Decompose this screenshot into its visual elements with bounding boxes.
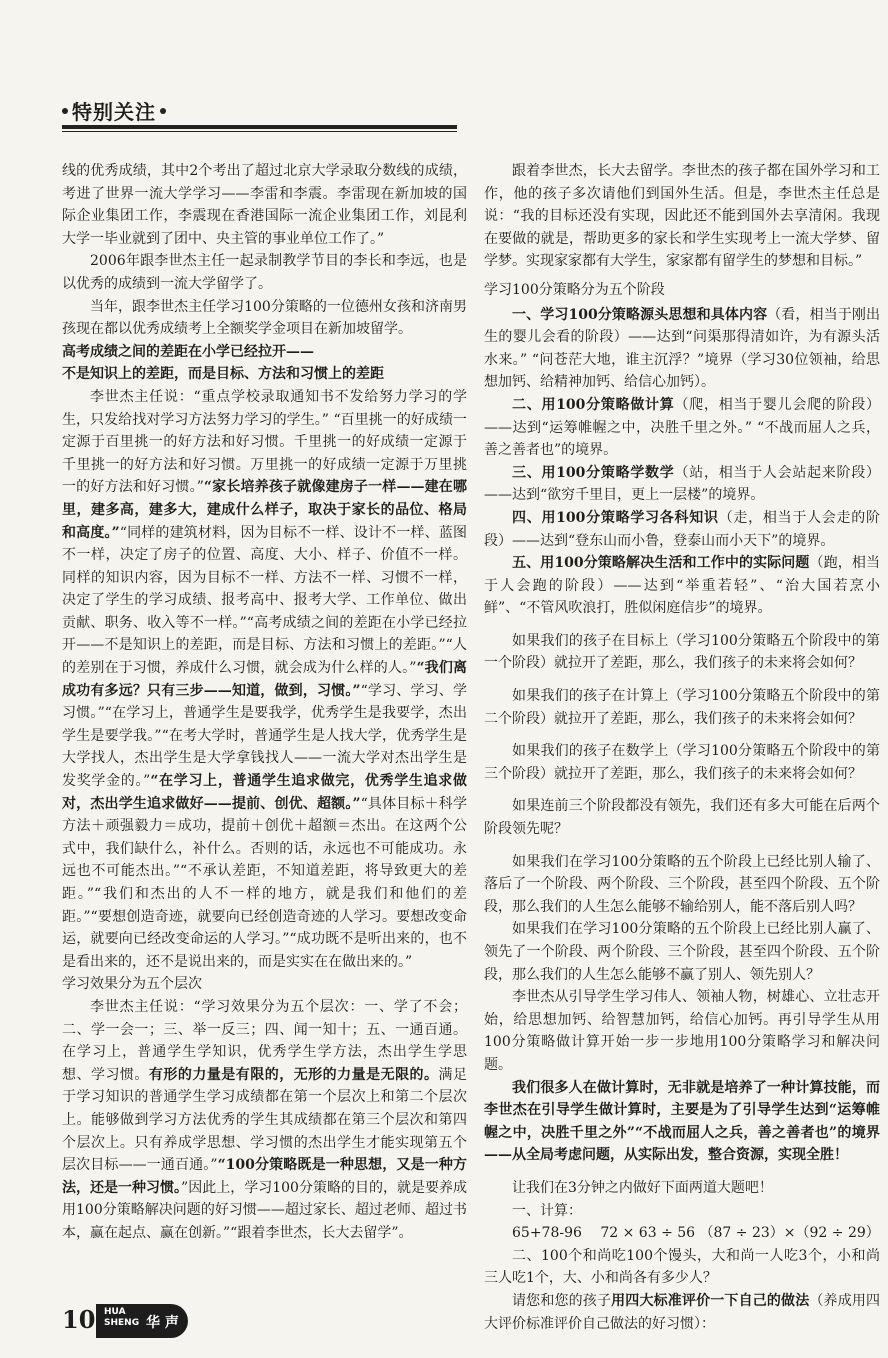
paragraph: 如果我们的孩子在数学上（学习100分策略五个阶段中的第三个阶段）就拉开了差距，那么，我们孩子的未来将会如何？ (484, 743, 880, 782)
text-run: 请您和您的孩子 (512, 1292, 612, 1309)
paragraph: 如果我们的孩子在计算上（学习100分策略五个阶段中的第二个阶段）就拉开了差距，那么，我们孩子的未来将会如何？ (484, 688, 880, 727)
paragraph (484, 394, 880, 462)
paragraph (62, 386, 467, 973)
text-run: “具体目标＋科学方法＋顽强毅力＝成功，提前＋创优＋超额＝杰出。在这两个公式中，我们缺什么，补什么。否则的话，永远也不可能成功。永远也不可能杰出。”“不承认差距，不知道差距，将导致更大的差距。”“我们和杰出的人不一样的地方，就是我们和他们的差距。”“要想创造奇迹，就要向已经创造奇迹的人学习。要想改变命运，就要向已经改变命运的人学习。”“成功既不是听出来的，也不是看出来的，还不是说出来的，而是实实在在做出来的。” (62, 795, 467, 970)
text-run: （看，相当于刚出生的婴儿会看的阶段）——达到“问渠那得清如许，为有源头活水来。” “问苍茫大地，谁主沉浮？”境界（学习30位领袖，给思想加钙、给精神加钙、给信心加钙）。 (484, 306, 880, 391)
paragraph: 李世杰从引导学生学习伟人、领袖人物，树雄心、立壮志开始，给思想加钙、给智慧加钙，给信心加钙。再引导学生从用100分策略做计算开始一步一步地用100分策略学习和解决问题。 (484, 989, 880, 1073)
text-run: 李世杰主任说：“学习效果分为五个层次：一、学了不会；二、学一会一；三、举一反三；四、闻一知十；五、一通百通。在学习上，普通学生学知识，优秀学生学方法，杰出学生学思想、学习惯。 (62, 998, 467, 1083)
page-number: 10 (62, 1305, 96, 1334)
text-run: “学习、学习、学习惯。”“在学习上，普通学生是要我学，优秀学生是我要学，杰出学生是要学我。”“在考大学时，普通学生是人找大学，优秀学生是大学找人，杰出学生是大学拿钱找人——一流大学对杰出学生是发奖学金的。” (62, 682, 467, 790)
subheading: 学习100分策略分为五个阶段 (484, 281, 665, 298)
bold-paragraph: 我们很多人在做计算时，无非就是培养了一种计算技能，而李世杰在引导学生做计算时，主要是为了引导学生达到“运筹帷幄之中，决胜千里之外”“不战而屈人之兵，善之善者也”的境界——从全局考虑问题，从实际出发，整合资源，实现全胜！ (484, 1079, 880, 1164)
paragraph: 跟着李世杰，长大去留学。李世杰的孩子都在国外学习和工作，他的孩子多次请他们到国外生活。但是，李世杰主任总是说：“我的目标还没有实现，因此还不能到国外去享清闲。我现在要做的就是，帮助更多的家长和学生实现考上一流大学梦、留学梦。实现家家都有大学生，家家都有留学生的梦想和目标。” (484, 163, 880, 270)
bold-text: 五、用100分策略解决生活和工作中的实际问题 (512, 555, 810, 572)
bullet-dot-icon (62, 108, 68, 114)
paragraph: 一、计算： (512, 1202, 582, 1219)
paragraph: 二、100个和尚吃100个馒头，大和尚一人吃3个，小和尚三人吃1个，大、小和尚各有多少人？ (484, 1247, 880, 1287)
paragraph (484, 304, 880, 394)
logo-latin-2: SHENG (104, 1318, 140, 1328)
text-run: （养成用四大评价标准评价自己做法的好习惯）： (484, 1292, 881, 1332)
magazine-logo (96, 1304, 188, 1338)
section-title-text: 特别关注 (72, 100, 156, 124)
paragraph: 如果我们在学习100分策略的五个阶段上已经比别人赢了、领先了一个阶段、两个阶段、三个阶段，甚至四个阶段、五个阶段，那么我们的人生怎么能够不赢了别人、领先别人？ (484, 921, 880, 983)
logo-latin (104, 1307, 144, 1329)
left-column (62, 160, 467, 1245)
paragraph: 线的优秀成绩，其中2个考出了超过北京大学录取分数线的成绩，考进了世界一流大学学习——李雷和李震。李雷现在新加坡的国际企业集团工作，李震现在香港国际一流企业集团工作，刘昆利大学一毕业就到了团中、央主管的事业单位工作了。” (62, 163, 467, 247)
bullet-dot-icon (160, 108, 166, 114)
bold-text: “家长培养孩子就像建房子一样——建在哪里，建多高，建多大，建成什么样子，取决于家长的品位、格局和高度。” (62, 479, 467, 541)
bold-text: 二、用100分策略做计算 (512, 396, 675, 413)
paragraph: 2006年跟李世杰主任一起录制教学节目的李长和李远，也是以优秀的成绩到一流大学留学了。 (62, 253, 467, 292)
bold-text: “100分策略既是一种思想，又是一种方法，还是一种习惯。 (62, 1157, 467, 1196)
bold-text: 一、学习100分策略源头思想和具体内容 (512, 306, 768, 323)
text-run: 李世杰主任说：“重点学校录取通知书不发给努力学习的学生，只发给找对学习方法努力学习的学生。” “百里挑一的好成绩一定源于百里挑一的好方法和好习惯。千里挑一的好成绩一定源于千里挑一的好方法和好习惯。万里挑一的好成绩一定源于万里挑一的好方法和好习惯。” (62, 388, 467, 496)
text-run: “同样的建筑材料，因为目标不一样、设计不一样、蓝图不一样，决定了房子的位置、高度、大小、样子、价值不一样。同样的知识内容，因为目标不一样、方法不一样、习惯不一样，决定了学生的学习成绩、报考高中、报考大学、工作单位、做出贡献、职务、收入等不一样。”“高考成绩之间的差距在小学已经拉开——不是知识上的差距，而是目标、方法和习惯上的差距。”“人的差别在于习惯，养成什么习惯，就会成为什么样的人。” (62, 524, 468, 677)
bold-text: “我们离成功有多远？只有三步——知道，做到，习惯。” (62, 660, 468, 699)
right-column (484, 160, 880, 1335)
logo-cn: 华 声 (146, 1315, 179, 1331)
subheading: 不是知识上的差距，而是目标、方法和习惯上的差距 (62, 366, 384, 383)
logo-latin-1: HUA (104, 1307, 126, 1317)
section-header (62, 96, 457, 130)
text-run: （站，相当于人会站起来阶段）——达到“欲穷千里目，更上一层楼”的境界。 (484, 464, 880, 504)
subheading: 学习效果分为五个层次 (62, 976, 202, 993)
paragraph: 当年，跟李世杰主任学习100分策略的一位德州女孩和济南男孩现在都以优秀成绩考上全额奖学金项目在新加坡留学。 (62, 298, 467, 338)
paragraph: 如果我们在学习100分策略的五个阶段上已经比别人输了、落后了一个阶段、两个阶段、三个阶段，甚至四个阶段、五个阶段，那么我们的人生怎么能够不输给别人，能不落后别人吗？ (484, 853, 880, 915)
paragraph (62, 996, 467, 1245)
paragraph (484, 552, 880, 620)
page-footer (62, 1302, 362, 1340)
subheading: 高考成绩之间的差距在小学已经拉开—— (62, 343, 314, 360)
paragraph (484, 507, 880, 552)
bold-text: 有形的力量是有限的，无形的力量是无限的。 (148, 1066, 439, 1083)
section-title (62, 96, 166, 125)
bold-text: “在学习上，普通学生追求做完，优秀学生追求做对，杰出学生追求做好——提前、创优、超额。” (62, 773, 467, 812)
header-rule-thin (62, 131, 457, 132)
text-run: （跑，相当于人会跑的阶段）——达到“举重若轻”、“治大国若烹小鲜”、“不管风吹浪打，胜似闲庭信步”的境界。 (484, 555, 880, 617)
bold-text: 用四大标准评价一下自己的做法 (611, 1292, 810, 1309)
bold-text: 三、用100分策略学数学 (512, 464, 675, 481)
bold-text: 四、用100分策略学习各科知识 (512, 509, 719, 526)
text-run: 满足于学习知识的普通学生学习成绩都在第一个层次上和第二个层次上。能够做到学习方法优秀的学生其成绩都在第三个层次和第四个层次上。只有养成学思想、学习惯的杰出学生才能实现第五个层次目标——一通百通。” (62, 1066, 468, 1174)
header-rule (62, 125, 457, 129)
paragraph: 65+78-96 72 × 63 ÷ 56 （87 ÷ 23）×（92 ÷ 29） (512, 1225, 880, 1242)
paragraph: 如果连前三个阶段都没有领先，我们还有多大可能在后两个阶段领先呢？ (484, 798, 880, 838)
text-run: ”因此上，学习100分策略的目的，就是要养成用100分策略解决问题的好习惯——超过家长、超过老师、超过书本，赢在起点、赢在创新。”“跟着李世杰，长大去留学”。 (62, 1179, 467, 1241)
paragraph: 如果我们的孩子在目标上（学习100分策略五个阶段中的第一个阶段）就拉开了差距，那么，我们孩子的未来将会如何？ (484, 632, 880, 672)
paragraph: 让我们在3分钟之内做好下面两道大题吧！ (512, 1179, 773, 1196)
paragraph (484, 462, 880, 507)
text-run: （爬，相当于婴儿会爬的阶段）——达到“运筹帷幄之中，决胜千里之外。” “不战而屈人之兵，善之善者也”的境界。 (484, 396, 880, 459)
text-run: （走，相当于人会走的阶段）——达到“登东山而小鲁，登泰山而小天下”的境界。 (484, 509, 880, 549)
paragraph (484, 1290, 880, 1335)
